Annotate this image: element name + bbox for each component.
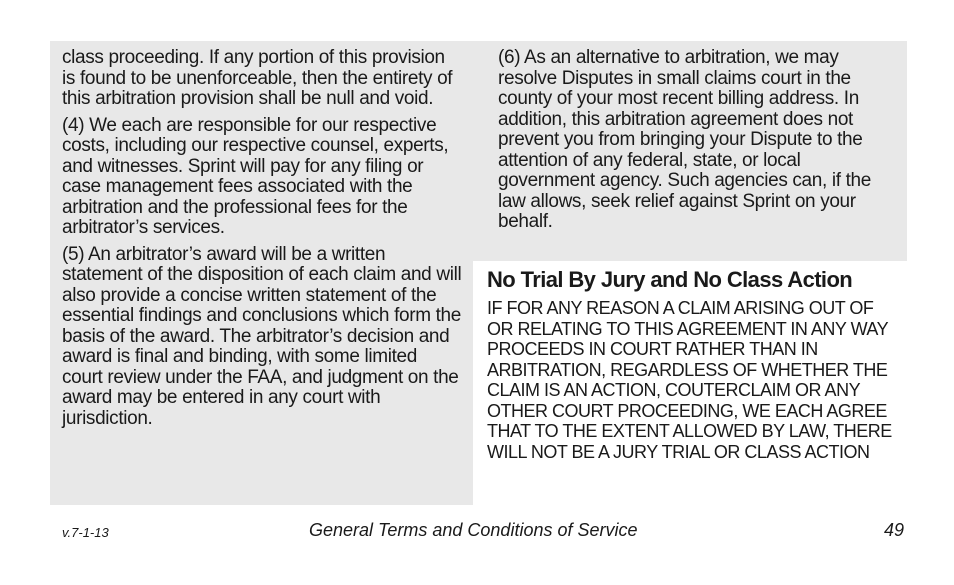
footer-title: General Terms and Conditions of Service xyxy=(309,520,638,540)
paragraph-6-small-claims: (6) As an alternative to arbitration, we may resolve Disputes in small claims court in the county of your most recent billing address. In addition, this arbitration agreement does not prevent you from bringing your Dispute to the attention of any federal, state, or local government agency. Such agencies can, if the law allows, seek relief against Sprint on your behalf. xyxy=(498,47,871,232)
section-heading: No Trial By Jury and No Class Action xyxy=(487,267,853,292)
footer-page-number: 49 xyxy=(883,520,904,540)
jury-waiver-text: IF FOR ANY REASON A CLAIM ARISING OUT OF OR RELATING TO THIS AGREEMENT IN ANY WAY PROCEEDS IN COURT RATHER THAN IN ARBITRATION, REGARDLESS OF WHETHER THE CLAIM IS AN ACTION, COUTERCLAIM OR ANY OTHER COURT PROCEEDING, WE EACH AGREE THAT TO THE EXTENT ALLOWED BY LAW, THERE WILL NOT BE A JURY TRIAL OR CLASS ACTION xyxy=(487,298,892,462)
right-column-top xyxy=(498,48,898,239)
footer-version: v.7-1-13 xyxy=(62,525,109,540)
paragraph-class-proceeding: class proceeding. If any portion of this provision is found to be unenforceable, then the entirety of this arbitration provision shall be null and void. xyxy=(62,47,453,109)
paragraph-4-costs: (4) We each are responsible for our respective costs, including our respective counsel, experts, and witnesses. Sprint will pay for any filing or case management fees associated with the arbitration and the professional fees for the arbitrator’s services. xyxy=(62,114,449,238)
left-column xyxy=(62,48,462,435)
paragraph-5-award: (5) An arbitrator’s award will be a written statement of the disposition of each claim and will also provide a concise written statement of the essential findings and conclusions which form the basis of the award. The arbitrator’s decision and award is final and binding, with some limited court review under the FAA, and judgment on the award may be entered in any court with jurisdiction. xyxy=(62,243,462,429)
right-column-bottom xyxy=(487,266,897,462)
